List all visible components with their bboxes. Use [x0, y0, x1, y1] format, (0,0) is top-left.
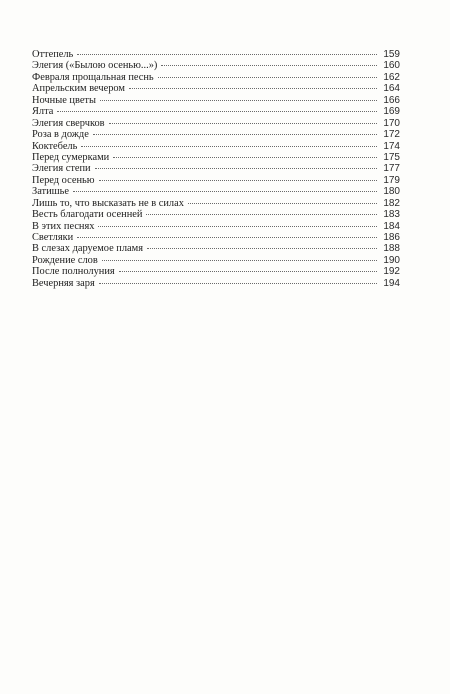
toc-entry	[32, 163, 400, 174]
toc-entry	[32, 198, 400, 209]
toc-entry-title: Весть благодати осенней	[32, 209, 143, 221]
dot-leader	[77, 54, 377, 55]
dot-leader	[93, 134, 377, 135]
dot-leader	[95, 168, 377, 169]
toc-entry-page: 179	[383, 174, 400, 186]
dot-leader	[188, 203, 377, 204]
toc-entry-title: Рождение слов	[32, 254, 98, 266]
toc-entry-page: 170	[383, 117, 400, 129]
toc-entry-title: Вечерняя заря	[32, 277, 95, 289]
toc-entry-title: Февраля прощальная песнь	[32, 71, 154, 83]
dot-leader	[102, 260, 377, 261]
dot-leader	[113, 157, 377, 158]
toc-entry-page: 188	[383, 243, 400, 255]
dot-leader	[100, 100, 377, 101]
toc-entry-page: 175	[383, 151, 400, 163]
toc-entry	[32, 141, 400, 152]
toc-entry-title: Роза в дожде	[32, 129, 89, 141]
toc-entry	[32, 255, 400, 266]
toc-entry-title: В этих песнях	[32, 220, 95, 232]
dot-leader	[158, 77, 377, 78]
table-of-contents	[32, 49, 400, 289]
dot-leader	[119, 271, 377, 272]
toc-entry	[32, 118, 400, 129]
dot-leader	[99, 180, 377, 181]
toc-entry-title: В слезах даруемое пламя	[32, 243, 144, 255]
toc-entry-page: 182	[383, 197, 400, 209]
toc-entry-page: 190	[383, 254, 400, 266]
toc-entry	[32, 106, 400, 117]
dot-leader	[147, 248, 377, 249]
toc-entry	[32, 186, 400, 197]
toc-entry-title: Оттепель	[32, 49, 74, 60]
toc-entry-title: Элегия степи	[32, 163, 91, 175]
toc-entry	[32, 152, 400, 163]
dot-leader	[146, 214, 377, 215]
dot-leader	[109, 123, 377, 124]
toc-entry	[32, 60, 400, 71]
toc-entry-title: Перед осенью	[32, 174, 95, 186]
toc-entry	[32, 72, 400, 83]
toc-entry	[32, 95, 400, 106]
toc-entry-page: 186	[383, 232, 400, 243]
toc-entry-page: 159	[383, 49, 400, 60]
toc-entry-page: 160	[383, 60, 400, 72]
toc-entry-page: 184	[383, 220, 400, 232]
toc-entry-title: Затишье	[32, 186, 70, 198]
toc-entry	[32, 278, 400, 289]
toc-entry-title: Элегия («Былою осенью...»)	[32, 60, 158, 72]
toc-entry	[32, 243, 400, 254]
toc-entry-page: 192	[383, 266, 400, 278]
toc-entry-title: Лишь то, что высказать не в силах	[32, 197, 184, 209]
dot-leader	[99, 283, 377, 284]
toc-entry-title: После полнолуния	[32, 266, 115, 278]
toc-entry	[32, 49, 400, 60]
toc-entry-page: 162	[383, 71, 400, 83]
toc-entry-page: 172	[383, 129, 400, 141]
toc-entry	[32, 221, 400, 232]
dot-leader	[73, 191, 377, 192]
toc-entry-page: 169	[383, 106, 400, 118]
toc-entry-title: Ялта	[32, 106, 54, 118]
toc-entry-title: Перед сумерками	[32, 151, 110, 163]
toc-entry-page: 166	[383, 94, 400, 106]
toc-entry-page: 183	[383, 209, 400, 221]
toc-entry-page: 164	[383, 83, 400, 95]
dot-leader	[161, 65, 377, 66]
toc-entry	[32, 175, 400, 186]
toc-entry-title: Элегия сверчков	[32, 117, 105, 129]
toc-entry-page: 194	[383, 277, 400, 289]
toc-entry-title: Коктебель	[32, 140, 78, 152]
dot-leader	[81, 146, 377, 147]
toc-entry	[32, 83, 400, 94]
toc-entry	[32, 209, 400, 220]
toc-entry-page: 174	[383, 140, 400, 152]
toc-entry-page: 180	[383, 186, 400, 198]
dot-leader	[129, 88, 377, 89]
toc-entry	[32, 129, 400, 140]
toc-entry	[32, 232, 400, 243]
toc-entry-title: Светляки	[32, 232, 74, 243]
toc-entry	[32, 266, 400, 277]
toc-entry-page: 177	[383, 163, 400, 175]
dot-leader	[98, 226, 377, 227]
toc-entry-title: Ночные цветы	[32, 94, 96, 106]
dot-leader	[77, 237, 377, 238]
toc-entry-title: Апрельским вечером	[32, 83, 125, 95]
dot-leader	[57, 111, 377, 112]
